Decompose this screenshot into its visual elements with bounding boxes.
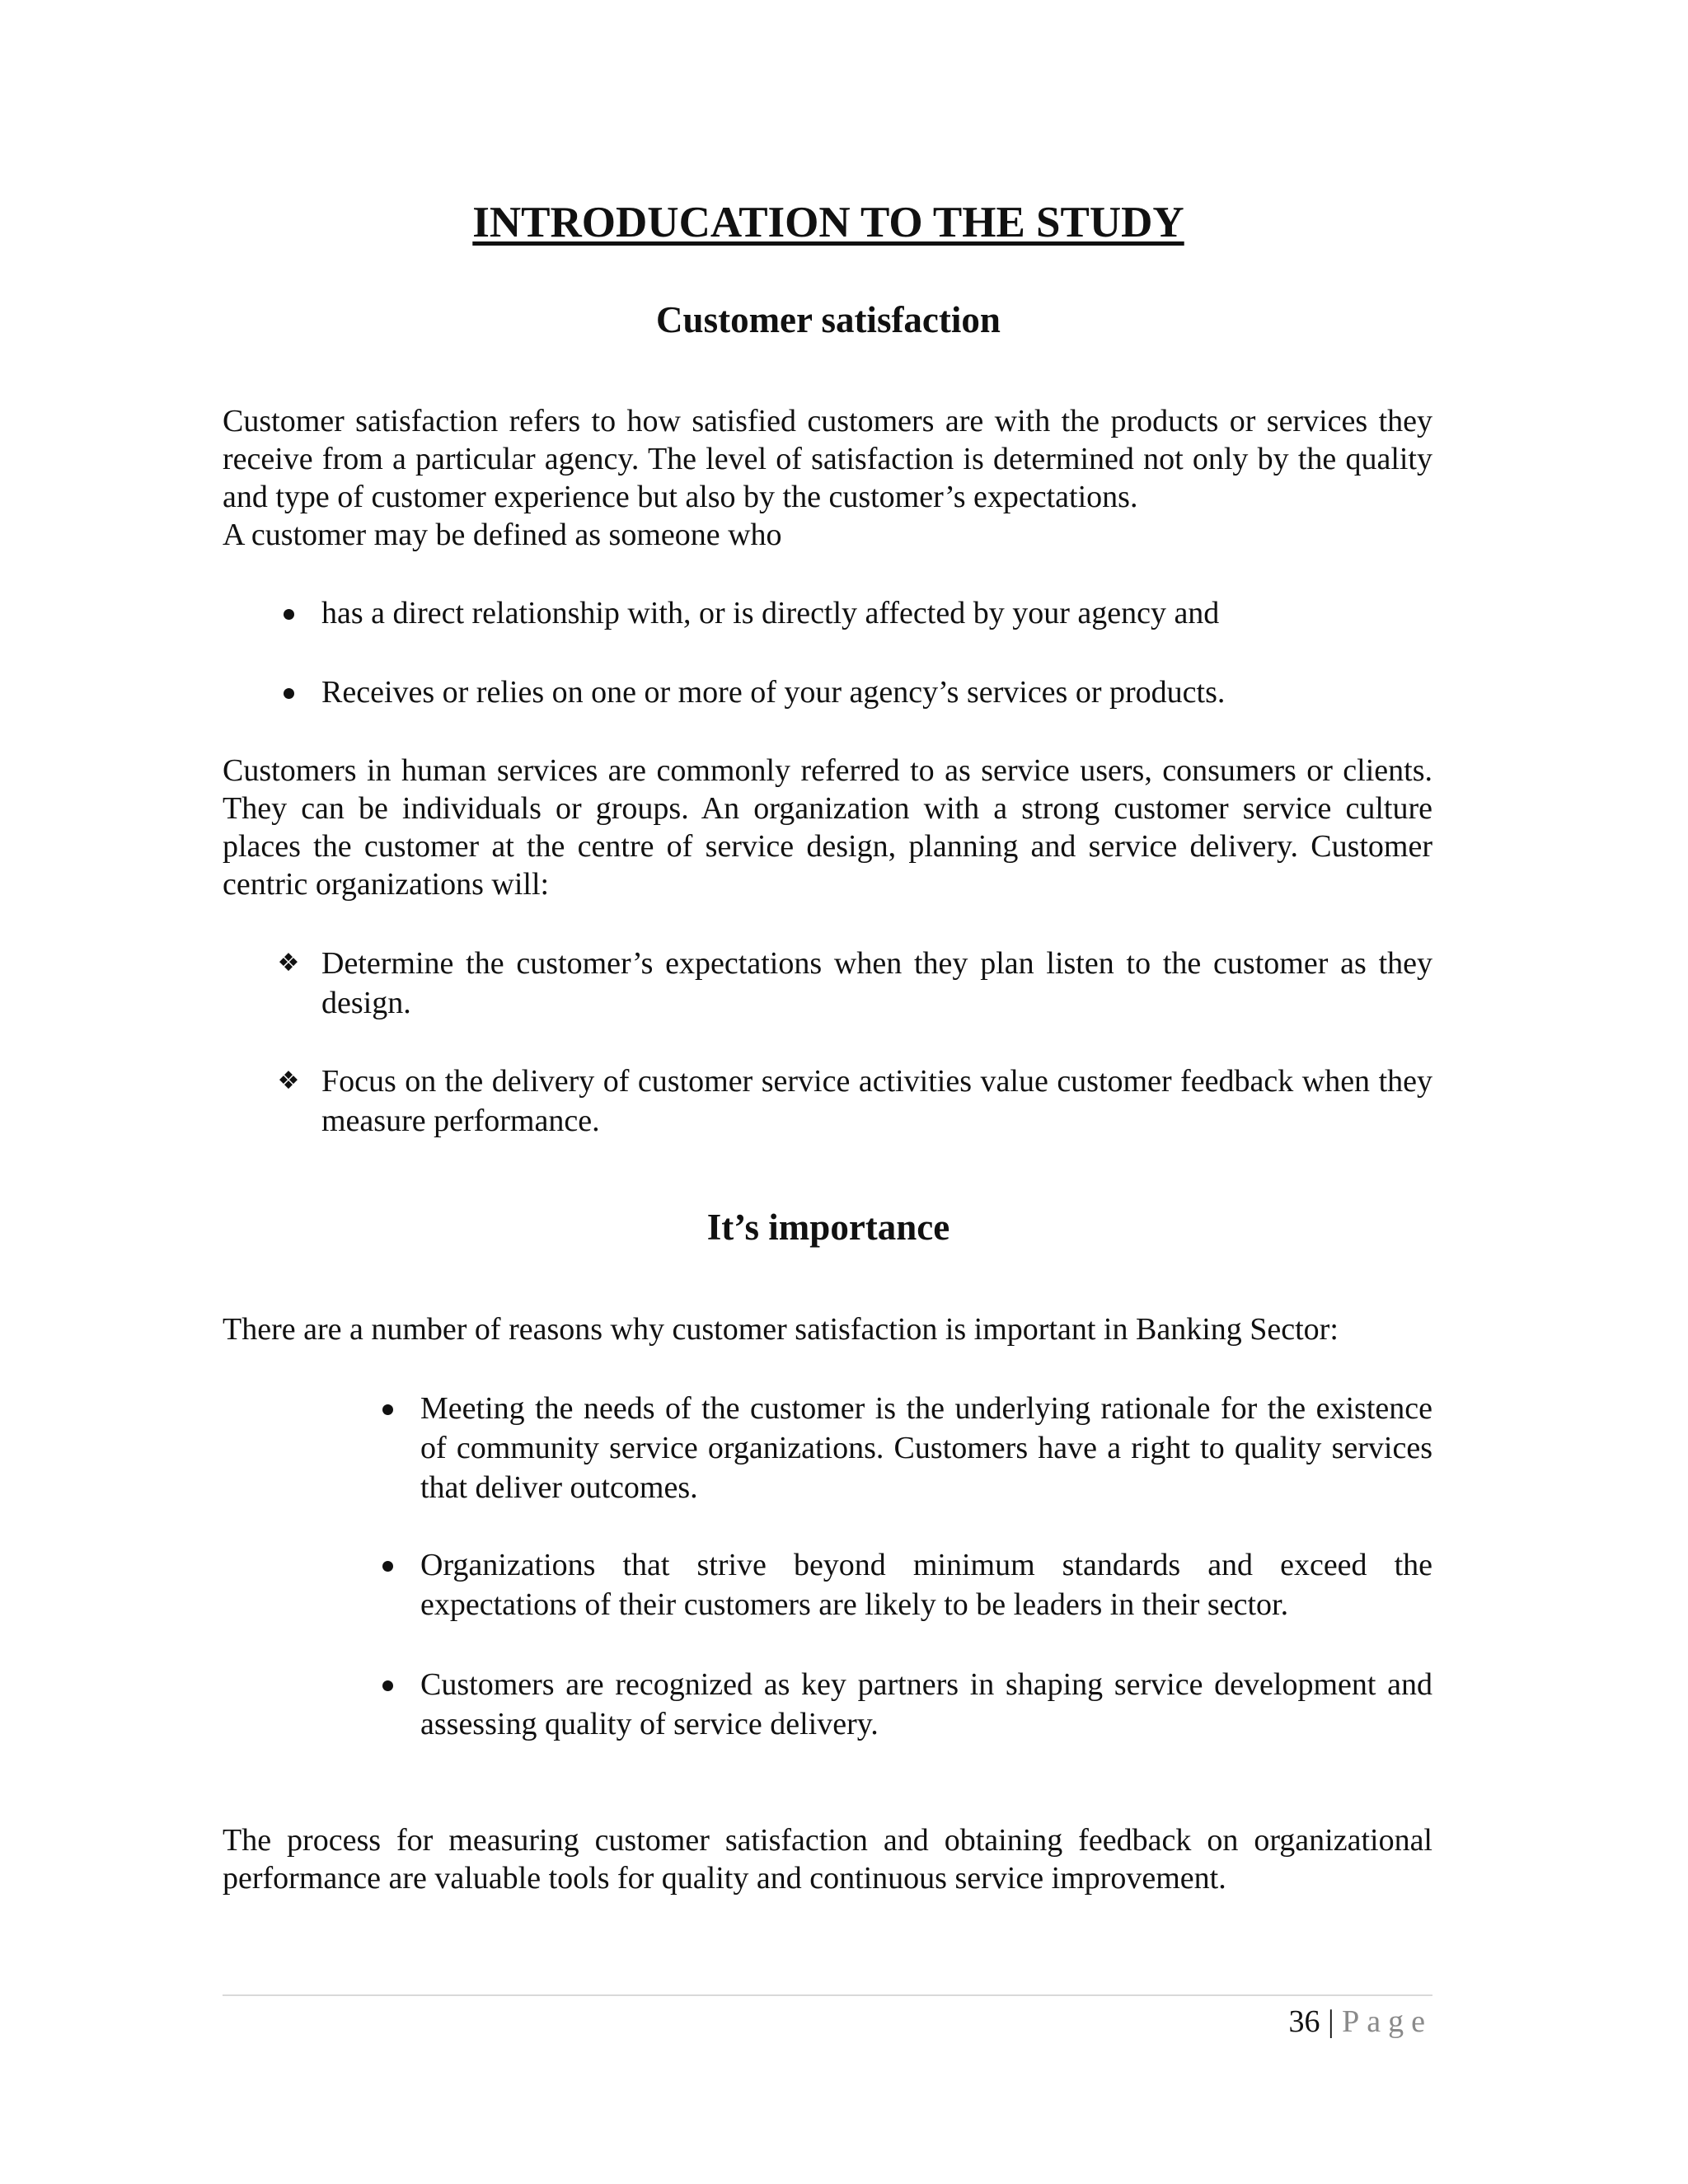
section-heading-customer-satisfaction: Customer satisfaction (656, 299, 1001, 340)
bullet-dot-icon (371, 1665, 404, 1704)
list-item-text: Customers are recognized as key partners in shaping service development and assessing quality of service delivery. (420, 1667, 1432, 1741)
list-item-text: Focus on the delivery of customer service activities value customer feedback when they measure performance. (321, 1064, 1432, 1138)
list-item (321, 593, 1432, 633)
list-item (321, 673, 1432, 712)
paragraph-definition (223, 402, 1432, 554)
list-item (277, 944, 1432, 1023)
bullet-dot-icon (371, 1389, 404, 1428)
list-item-text: Organizations that strive beyond minimum standards and exceed the expectations of their customers are likely to be leaders in their sector. (420, 1548, 1432, 1622)
bullet-dot-icon (272, 593, 305, 633)
paragraph-definition-last-line: A customer may be defined as someone who (223, 518, 782, 552)
section-heading-importance: It’s importance (706, 1207, 950, 1248)
diamond-bullet-icon: ❖ (277, 949, 300, 977)
page-title: INTRODUCATION TO THE STUDY (472, 199, 1184, 246)
list-item (277, 1062, 1432, 1141)
page-label: Page (1342, 2004, 1432, 2039)
list-item-text: Meeting the needs of the customer is the underlying rationale for the existence of community service organizations. Customers have a right to quality services that deliver outcomes. (420, 1391, 1432, 1505)
paragraph-closing: The process for measuring customer satisfaction and obtaining feedback on organizational performance are valuable tools for quality and continuous service improvement. (223, 1823, 1432, 1896)
list-item-text: has a direct relationship with, or is directly affected by your agency and (321, 596, 1220, 630)
paragraph-importance-intro: There are a number of reasons why customer satisfaction is important in Banking Sector: (223, 1312, 1339, 1347)
bullet-dot-icon (272, 673, 305, 712)
list-item-text: Receives or relies on one or more of your agency’s services or products. (321, 675, 1226, 710)
page-footer (1289, 2003, 1432, 2041)
list-item (420, 1545, 1432, 1624)
list-item (420, 1389, 1432, 1507)
footer-divider (223, 1994, 1432, 1996)
bullet-dot-icon (371, 1545, 404, 1585)
footer-separator: | (1328, 2004, 1334, 2039)
paragraph-customers: Customers in human services are commonly referred to as service users, consumers or clients. They can be individuals or groups. An organization with a strong customer service culture places the customer at the centre of service design, planning and service delivery. Customer centric organizations will: (223, 753, 1432, 902)
list-item (420, 1665, 1432, 1744)
diamond-bullet-icon: ❖ (277, 1066, 300, 1095)
page-number: 36 (1288, 2004, 1320, 2039)
list-item-text: Determine the customer’s expectations when they plan listen to the customer as they design. (321, 946, 1432, 1020)
paragraph-definition-text: Customer satisfaction refers to how satisfied customers are with the products or services they receive from a particular agency. The level of satisfaction is determined not only by the quality and type of customer experience but also by the customer’s expectations. (223, 404, 1432, 514)
